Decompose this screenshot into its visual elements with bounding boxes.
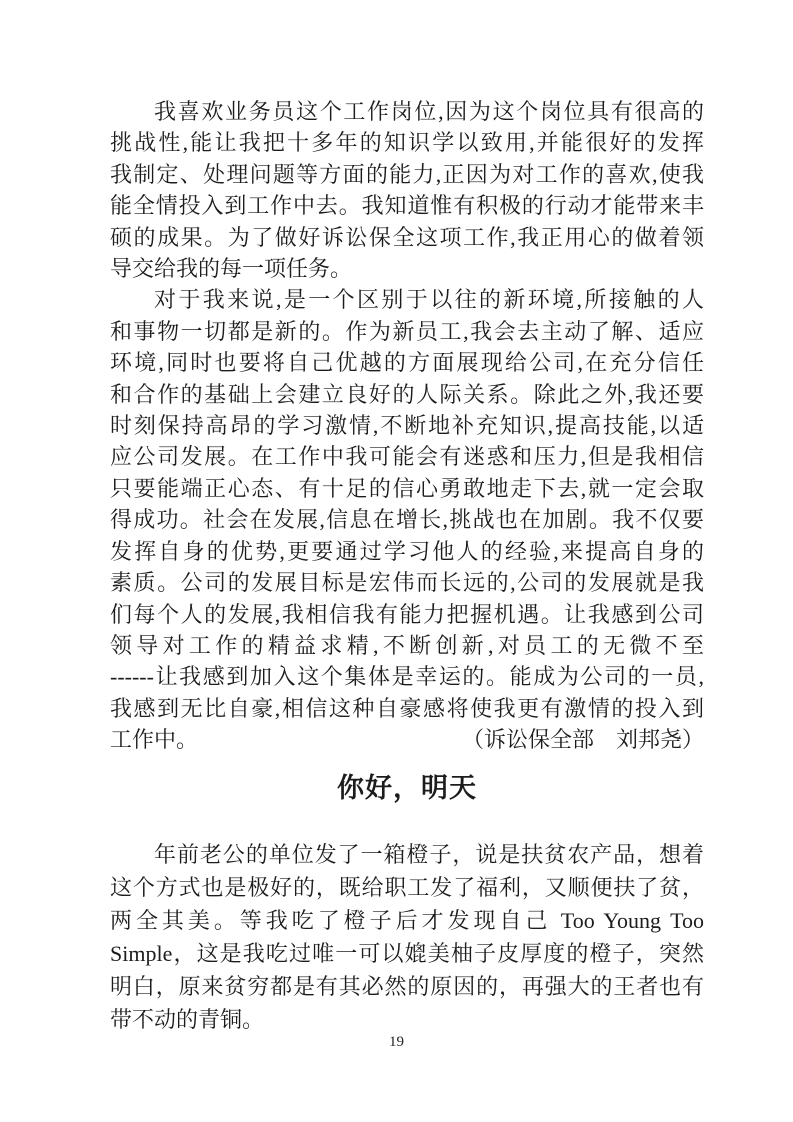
page-number: 19 — [389, 1034, 404, 1050]
body-text-line: 应公司发展。在工作中我可能会有迷惑和压力,但是我相信 — [110, 444, 704, 470]
body-text-line: 两全其美。等我吃了橙子后才发现自己 Too Young Too — [110, 907, 704, 933]
body-text-line: 我制定、处理问题等方面的能力,正因为对工作的喜欢,使我 — [110, 161, 704, 187]
body-text-line: 能全情投入到工作中去。我知道惟有积极的行动才能带来丰 — [110, 193, 704, 219]
body-text-line: 硕的成果。为了做好诉讼保全这项工作,我正用心的做着领 — [110, 224, 704, 250]
body-text-line: 时刻保持高昂的学习激情,不断地补充知识,提高技能,以适 — [110, 413, 704, 439]
body-text-line: 挑战性,能让我把十多年的知识学以致用,并能很好的发挥 — [110, 130, 704, 156]
signature: （诉讼保全部 刘邦尧） — [461, 727, 704, 753]
body-text-line: 只要能端正心态、有十足的信心勇敢地走下去,就一定会取 — [110, 475, 704, 501]
closing-line — [110, 724, 704, 755]
body-text-line: 明白，原来贫穷都是有其必然的原因的，再强大的王者也有 — [110, 973, 704, 999]
article1-paragraph1 — [110, 96, 704, 284]
body-text-line: 领导对工作的精益求精,不断创新,对员工的无微不至 — [110, 632, 704, 658]
article2-title: 你好，明天 — [337, 772, 477, 803]
body-text-line: 环境,同时也要将自己优越的方面展现给公司,在充分信任 — [110, 350, 704, 376]
article2-paragraph — [110, 838, 704, 1036]
body-text-line: 发挥自身的优势,更要通过学习他人的经验,来提高自身的 — [110, 538, 704, 564]
body-text-line: 们每个人的发展,我相信我有能力把握机遇。让我感到公司 — [110, 601, 704, 627]
body-text-line: 我喜欢业务员这个工作岗位,因为这个岗位具有很高的 — [154, 99, 704, 124]
closing-text: 工作中。 — [110, 727, 199, 753]
body-text-line: 带不动的青铜。 — [110, 1006, 265, 1032]
body-text-line: 素质。公司的发展目标是宏伟而长远的,公司的发展就是我 — [110, 570, 704, 596]
body-text-line: 得成功。社会在发展,信息在增长,挑战也在加剧。我不仅要 — [110, 507, 704, 533]
body-text-line: 和事物一切都是新的。作为新员工,我会去主动了解、适应 — [110, 318, 704, 344]
body-text-line: Simple，这是我吃过唯一可以媲美柚子皮厚度的橙子，突然 — [110, 940, 704, 966]
body-text-line: 导交给我的每一项任务。 — [110, 256, 353, 282]
body-text-line: 和合作的基础上会建立良好的人际关系。除此之外,我还要 — [110, 381, 704, 407]
body-text-line: 这个方式也是极好的，既给职工发了福利，又顺便扶了贫， — [110, 874, 704, 900]
body-text-line: ------让我感到加入这个集体是幸运的。能成为公司的一员, — [110, 664, 704, 690]
article1-paragraph2 — [110, 284, 704, 755]
body-text-line: 年前老公的单位发了一箱橙子，说是扶贫农产品，想着 — [154, 841, 704, 867]
body-text-line: 对于我来说,是一个区别于以往的新环境,所接触的人 — [154, 287, 704, 313]
page-content — [110, 96, 704, 1036]
body-text-line: 我感到无比自豪,相信这种自豪感将使我更有激情的投入到 — [110, 695, 704, 721]
